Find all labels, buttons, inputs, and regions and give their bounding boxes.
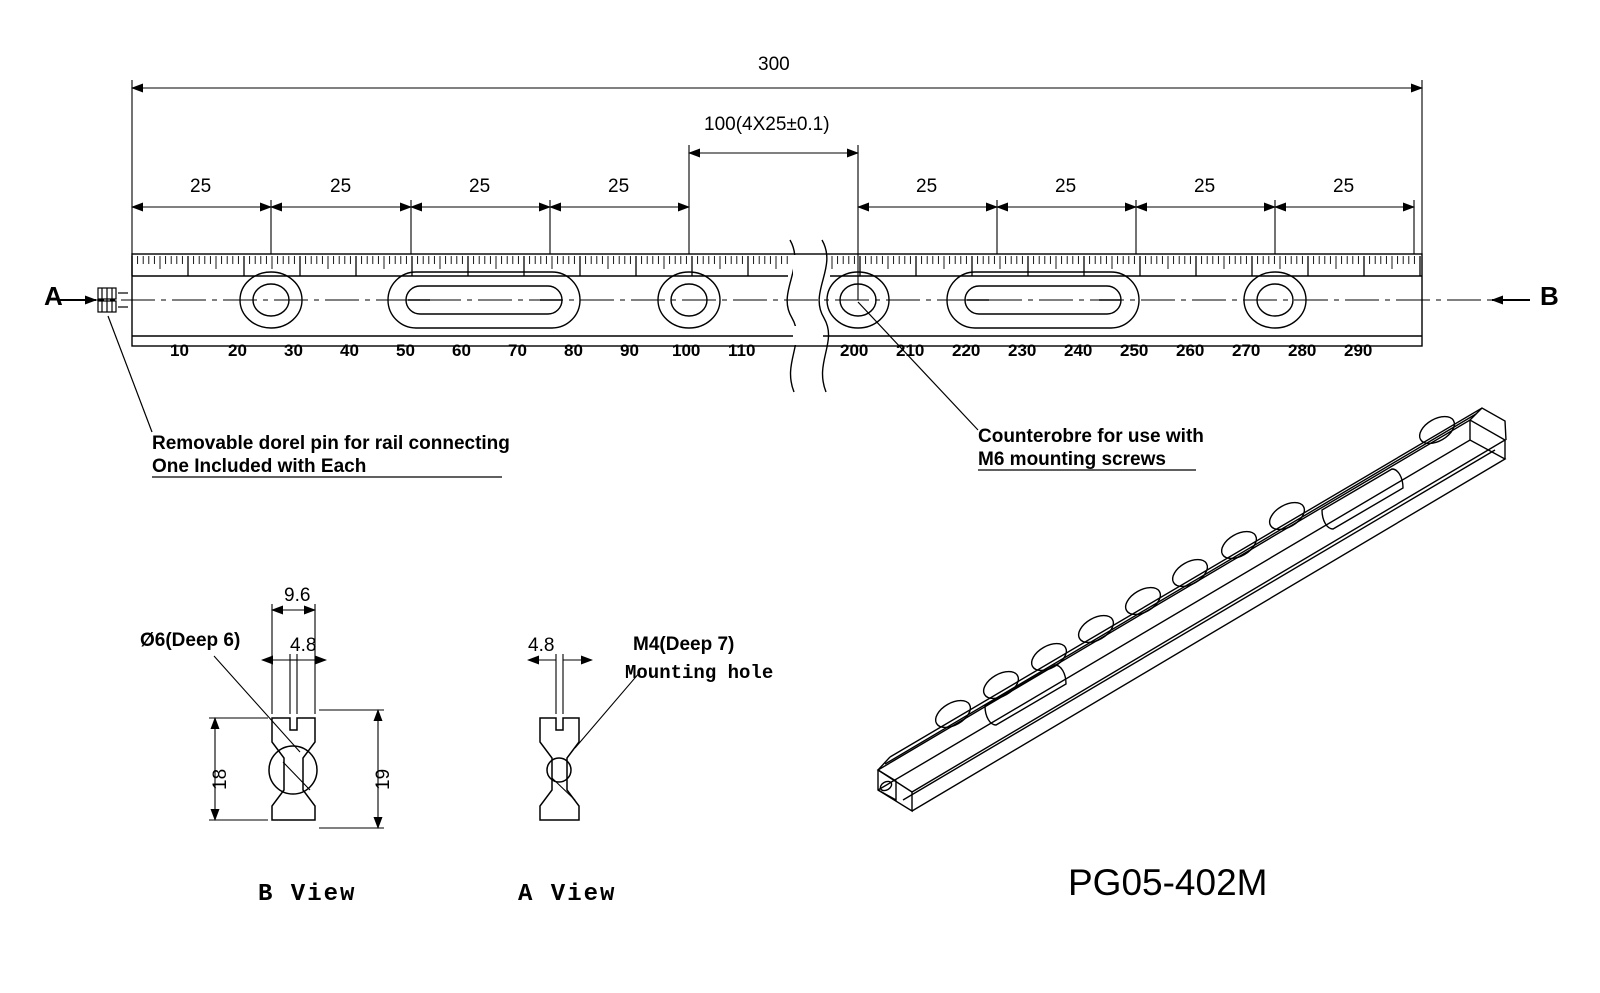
b-view-dim-9-6: 9.6 — [284, 585, 311, 606]
isometric-rail — [878, 408, 1506, 811]
scale-number-70: 70 — [508, 341, 527, 360]
pitch-dim-1: 25 — [190, 176, 212, 197]
scale-number-40: 40 — [340, 341, 359, 360]
pitch-dim-5: 25 — [916, 176, 938, 197]
scale-number-30: 30 — [284, 341, 303, 360]
b-view-profile — [269, 718, 317, 820]
pitch-dim-6: 25 — [1055, 176, 1077, 197]
dowel-pin-note-line2: One Included with Each — [152, 456, 367, 477]
a-view-hole-callout-line2: Mounting hole — [625, 662, 774, 684]
hole-group-dimension — [689, 145, 858, 300]
dowel-pin-note-line1: Removable dorel pin for rail connecting — [152, 433, 510, 454]
pitch-dim-2: 25 — [330, 176, 352, 197]
scale-number-50: 50 — [396, 341, 415, 360]
scale-number-280: 280 — [1288, 341, 1317, 360]
pitch-dimensions — [132, 200, 1414, 254]
scale-number-110: 110 — [728, 341, 756, 360]
scale-number-260: 260 — [1176, 341, 1205, 360]
a-view-hole-callout-line1: M4(Deep 7) — [633, 634, 735, 655]
overall-length-label: 300 — [758, 54, 790, 75]
pitch-dim-4: 25 — [608, 176, 630, 197]
b-view-hole-callout: Ø6(Deep 6) — [140, 630, 241, 651]
a-view-dim-4-8: 4.8 — [528, 635, 555, 656]
scale-number-90: 90 — [620, 341, 639, 360]
b-view-dim-19: 19 — [373, 768, 394, 790]
scale-number-230: 230 — [1008, 341, 1037, 360]
pitch-dim-8: 25 — [1333, 176, 1355, 197]
scale-number-290: 290 — [1344, 341, 1373, 360]
counterbore-note-line2: M6 mounting screws — [978, 449, 1166, 470]
scale-number-220: 220 — [952, 341, 981, 360]
scale-number-10: 10 — [170, 341, 189, 360]
ruler-ticks — [132, 255, 1420, 277]
scale-number-240: 240 — [1064, 341, 1093, 360]
section-mark-b: B — [1540, 281, 1559, 311]
break-line — [787, 240, 828, 392]
hole-group-dim-label: 100(4X25±0.1) — [704, 114, 830, 135]
counterbore-note-line1: Counterobre for use with — [978, 426, 1204, 447]
a-view-title: A View — [518, 881, 617, 908]
scale-number-80: 80 — [564, 341, 583, 360]
scale-number-20: 20 — [228, 341, 247, 360]
a-view-profile — [540, 718, 579, 820]
scale-number-250: 250 — [1120, 341, 1149, 360]
b-view-dim-4-8: 4.8 — [290, 635, 317, 656]
b-view-dim-18: 18 — [210, 768, 231, 790]
scale-number-210: 210 — [896, 341, 925, 360]
overall-dimension — [132, 80, 1422, 254]
scale-number-200: 200 — [840, 341, 869, 360]
pitch-dim-7: 25 — [1194, 176, 1216, 197]
scale-number-60: 60 — [452, 341, 471, 360]
scale-number-270: 270 — [1232, 341, 1261, 360]
part-number-label: PG05-402M — [1068, 862, 1268, 903]
b-view-title: B View — [258, 881, 357, 908]
scale-number-100: 100 — [672, 341, 701, 360]
pitch-dim-3: 25 — [469, 176, 491, 197]
a-view-dimensions — [528, 654, 640, 800]
section-mark-a: A — [44, 281, 63, 311]
